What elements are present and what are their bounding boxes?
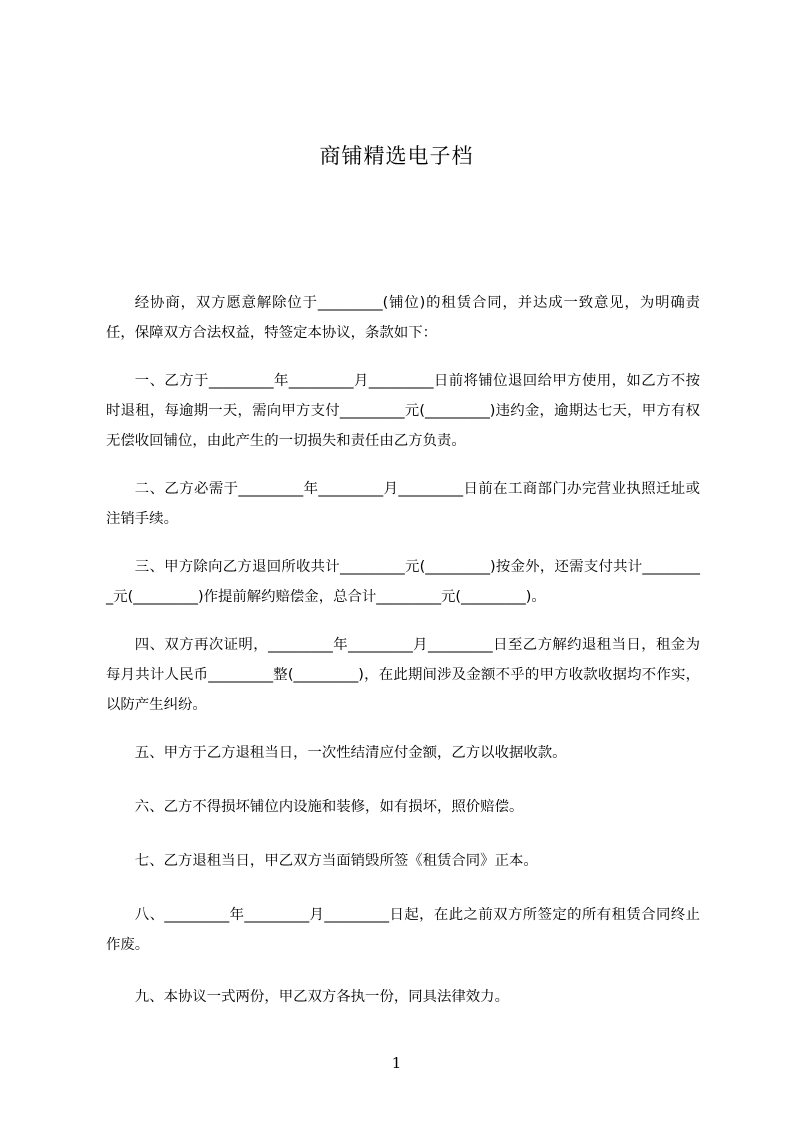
paragraph-clause-3: 三、甲方除向乙方退回所收共计_________元(_________)按金外，还需支付共计_________元(_________)作提前解约赔偿金，总合计_________元(_________)。	[106, 559, 700, 605]
paragraph-clause-4: 四、双方再次证明，_________年_________月_________日至乙方解约退租当日，租金为每月共计人民币_________整(_________)，在此期间涉及金额不乎的甲方收款收据均不作实，以防产生纠纷。	[106, 637, 700, 713]
document-title: 商铺精选电子档	[319, 144, 474, 168]
paragraph-clause-8: 八、_________年_________月_________日起，在此之前双方所签定的所有租赁合同终止作废。	[106, 907, 700, 953]
paragraph-clause-7: 七、乙方退租当日，甲乙双方当面销毁所签《租赁合同》正本。	[134, 853, 538, 869]
paragraph-clause-9: 九、本协议一式两份，甲乙双方各执一份，同具法律效力。	[134, 989, 509, 1005]
page-number: 1	[391, 1054, 402, 1072]
paragraph-clause-5: 五、甲方于乙方退租当日，一次性结清应付金额，乙方以收据收款。	[134, 745, 567, 761]
paragraph-clause-2: 二、乙方必需于_________年_________月_________日前在工商部门办完营业执照迁址或注销手续。	[106, 481, 700, 527]
paragraph-preamble: 经协商，双方愿意解除位于_________(铺位)的租赁合同，并达成一致意见，为明确责任，保障双方合法权益，特签定本协议，条款如下：	[106, 295, 700, 341]
paragraph-clause-6: 六、乙方不得损坏铺位内设施和装修，如有损坏，照价赔偿。	[134, 799, 524, 815]
paragraph-clause-1: 一、乙方于_________年_________月_________日前将铺位退回给甲方使用，如乙方不按时退租，每逾期一天，需向甲方支付_________元(_________)违约金，逾期达七天，甲方有权无偿收回铺位，由此产生的一切损失和责任由乙方负责。	[106, 373, 700, 449]
